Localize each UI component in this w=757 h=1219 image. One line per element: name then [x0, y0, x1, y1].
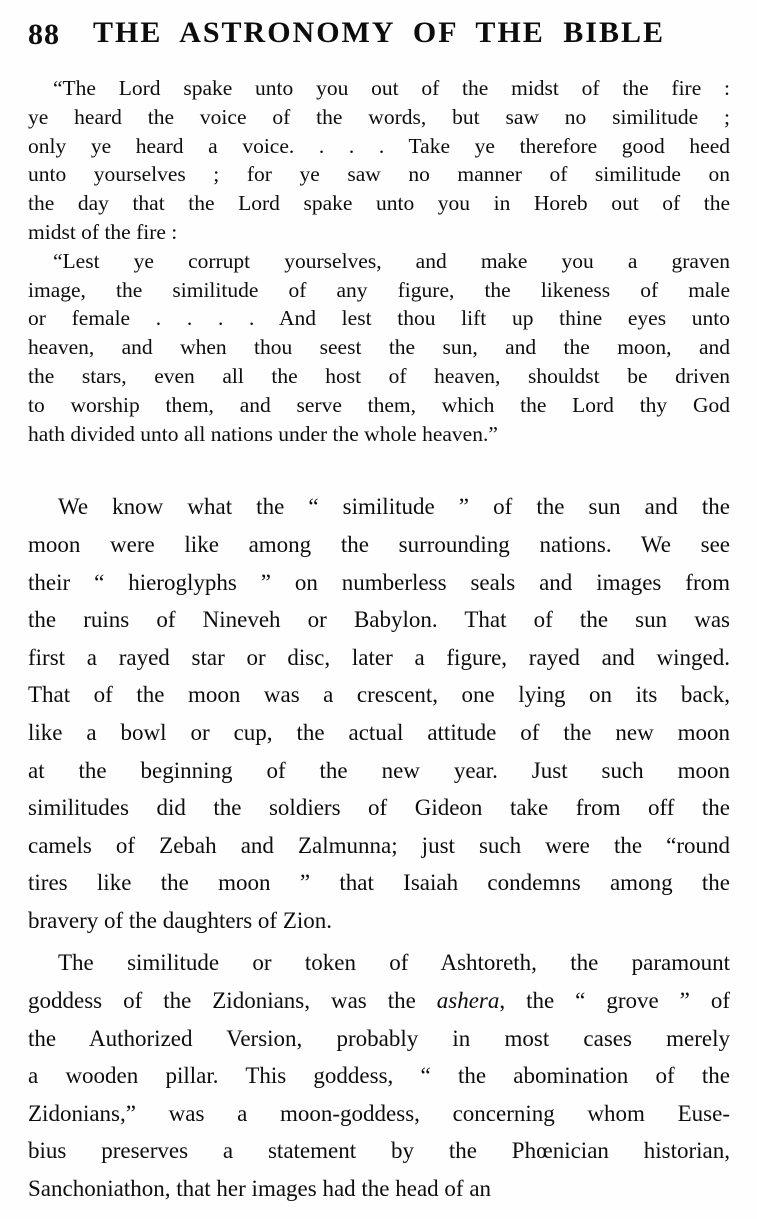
- text-line: ye heard the voice of the words, but saw no similitude ;: [28, 104, 730, 129]
- text-line: the stars, even all the host of heaven, shouldst be driven: [28, 363, 730, 388]
- text-line: We know what the “ similitude ” of the sun and the: [58, 494, 730, 520]
- text-line: similitudes did the soldiers of Gideon take from off the: [28, 795, 730, 821]
- text-line: first a rayed star or disc, later a figure, rayed and winged.: [28, 644, 730, 670]
- text-line: at the beginning of the new year. Just such moon: [28, 757, 730, 783]
- text-line: moon were like among the surrounding nations. We see: [28, 531, 730, 557]
- text-line: like a bowl or cup, the actual attitude of the new moon: [28, 719, 730, 745]
- text-line: bravery of the daughters of Zion.: [28, 907, 333, 933]
- text-line: to worship them, and serve them, which the Lord thy God: [28, 392, 730, 417]
- text-line: heaven, and when thou seest the sun, and the moon, and: [28, 335, 730, 360]
- text-line: the ruins of Nineveh or Babylon. That of the sun was: [28, 607, 730, 633]
- paragraph: [28, 74, 730, 247]
- text-line: the Authorized Version, probably in most cases merely: [28, 1025, 730, 1051]
- text-line: goddess of the Zidonians, was the ashera, the “ grove ” of: [28, 988, 730, 1014]
- text-line: unto yourselves ; for ye saw no manner of similitude on: [28, 162, 730, 187]
- text-line: only ye heard a voice. . . . Take ye therefore good heed: [28, 133, 730, 158]
- page-body: [28, 74, 730, 1208]
- running-title: THE ASTRONOMY OF THE BIBLE: [93, 16, 665, 49]
- text-line: Zidonians,” was a moon-goddess, concerning whom Euse-: [28, 1100, 730, 1126]
- page-header: [28, 16, 730, 52]
- text-line: The similitude or token of Ashtoreth, the paramount: [58, 950, 730, 976]
- text-line: “The Lord spake unto you out of the midst of the fire :: [53, 76, 730, 100]
- text-line: a wooden pillar. This goddess, “ the abomination of the: [28, 1063, 730, 1089]
- text-line: tires like the moon ” that Isaiah condemns among the: [28, 870, 730, 896]
- text-line: That of the moon was a crescent, one lying on its back,: [28, 682, 730, 708]
- text-line: “Lest ye corrupt yourselves, and make you a graven: [53, 248, 730, 273]
- paragraph: [28, 944, 730, 1207]
- text-line: image, the similitude of any figure, the likeness of male: [28, 277, 730, 302]
- text-line: their “ hieroglyphs ” on numberless seals and images from: [28, 569, 730, 595]
- text-line: or female . . . . And lest thou lift up thine eyes unto: [28, 306, 730, 331]
- text-line: the day that the Lord spake unto you in Horeb out of the: [28, 191, 730, 216]
- paragraph: [28, 488, 730, 939]
- text-line: Sanchoniathon, that her images had the head of an: [28, 1176, 492, 1202]
- paragraph: [28, 247, 730, 449]
- text-line: bius preserves a statement by the Phœnician historian,: [28, 1138, 730, 1164]
- text-line: camels of Zebah and Zalmunna; just such were the “round: [28, 832, 730, 858]
- text-line: hath divided unto all nations under the whole heaven.”: [28, 421, 498, 446]
- text-line: midst of the fire :: [28, 219, 178, 244]
- page-number: 88: [28, 18, 60, 51]
